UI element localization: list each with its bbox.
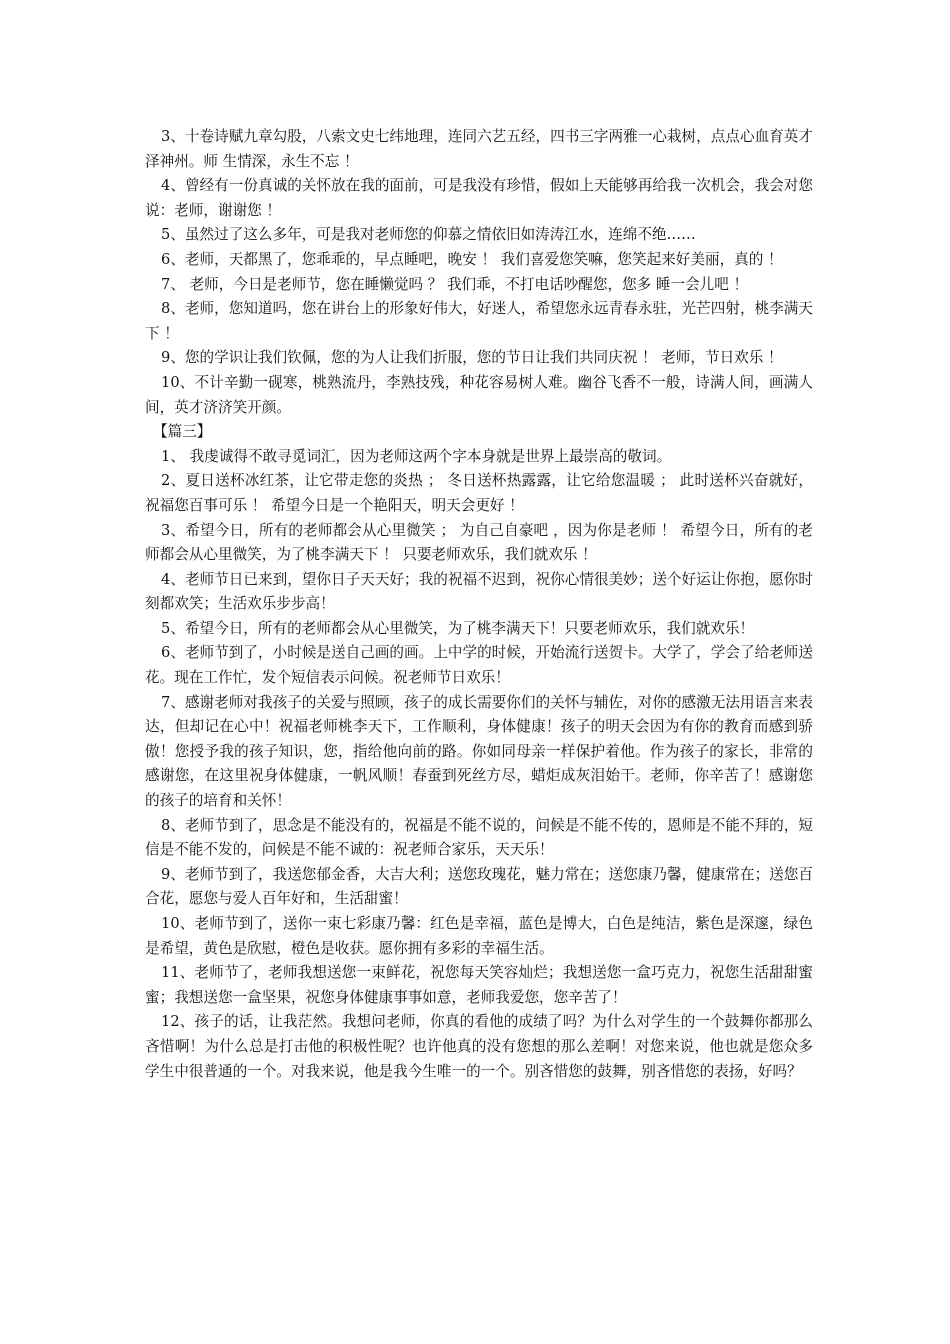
list-item: 8、老师，您知道吗，您在讲台上的形象好伟大，好迷人，希望您永远青春永驻，光芒四射，桃李满天下 ！ — [145, 300, 813, 342]
list-item: 9、您的学识让我们钦佩，您的为人让我们折服，您的节日让我们共同庆祝 ！ 老师，节日欢乐 ！ — [161, 349, 783, 367]
document-page — [145, 125, 813, 1084]
list-item: 3、希望今日，所有的老师都会从心里微笑 ； 为自己自豪吧 ，因为你是老师 ！ 希望今日，所有的老师都会从心里微笑，为了桃李满天下 ！ 只要老师欢乐，我们就欢乐 ！ — [145, 521, 813, 564]
section-heading: 【篇三】 — [153, 423, 212, 441]
list-item: 8、老师节到了，思念是不能没有的，祝福是不能不说的，问候是不能不传的，恩师是不能不拜的，短信是不能不发的，问候是不能不诚的：祝老师合家乐，天天乐！ — [145, 816, 813, 859]
list-item: 1、 我虔诚得不敢寻觅词汇，因为老师这两个字本身就是世界上最崇高的敬词。 — [161, 447, 672, 465]
part3-list — [145, 445, 813, 1084]
list-item: 7、 老师，今日是老师节，您在睡懒觉吗 ？ 我们乖，不打电话吵醒您，您多 睡一会儿吧 ！ — [161, 275, 749, 293]
list-item: 11、老师节了，老师我想送您一束鲜花，祝您每天笑容灿烂；我想送您一盒巧克力，祝您生活甜甜蜜蜜；我想送您一盒坚果，祝您身体健康事事如意，老师我爱您，您辛苦了！ — [145, 964, 813, 1006]
list-item: 6、老师，天都黑了，您乖乖的，早点睡吧，晚安 ！ 我们喜爱您笑嘛，您笑起来好美丽，真的 ！ — [161, 250, 783, 268]
list-item: 12、孩子的话，让我茫然。我想问老师，你真的看他的成绩了吗？为什么对学生的一个鼓舞你都那么吝惜啊！为什么总是打击他的积极性呢？也许他真的没有您想的那么差啊！对您来说，他也就是您众多学生中很普通的一个。对我来说，他是我今生唯一的一个。别吝惜您的鼓舞，别吝惜您的表扬，好吗？ — [145, 1013, 813, 1080]
list-item: 6、老师节到了，小时候是送自己画的画。上中学的时候，开始流行送贺卡。大学了，学会了给老师送花。现在工作忙，发个短信表示问候。祝老师节日欢乐！ — [145, 644, 813, 687]
list-item: 2、夏日送杯冰红茶，让它带走您的炎热 ； 冬日送杯热露露，让它给您温暖 ； 此时送杯兴奋就好，祝福您百事可乐 ！ 希望今日是一个艳阳天，明天会更好 ！ — [145, 472, 813, 514]
list-item: 5、希望今日，所有的老师都会从心里微笑，为了桃李满天下！只要老师欢乐，我们就欢乐！ — [161, 619, 755, 637]
part2-list — [145, 125, 813, 420]
list-item: 3、十卷诗赋九章勾股，八索文史七纬地理，连同六艺五经，四书三字两雅一心栽树，点点心血育英才泽神州。师 生情深，永生不忘 ！ — [145, 128, 813, 170]
list-item: 4、曾经有一份真诚的关怀放在我的面前，可是我没有珍惜，假如上天能够再给我一次机会，我会对您说：老师，谢谢您 ！ — [145, 177, 813, 219]
list-item: 4、老师节日已来到，望你日子天天好；我的祝福不迟到，祝你心情很美妙；送个好运让你抱，愿你时刻都欢笑；生活欢乐步步高！ — [145, 570, 813, 613]
list-item: 5、虽然过了这么多年，可是我对老师您的仰慕之情依旧如涛涛江水，连绵不绝…… — [161, 226, 696, 244]
list-item: 10、不计辛勤一砚寒，桃熟流丹，李熟技残，种花容易树人难。幽谷飞香不一般，诗满人间，画满人间，英才济济笑开颜。 — [145, 373, 813, 416]
list-item: 10、老师节到了，送你一束七彩康乃馨：红色是幸福，蓝色是博大，白色是纯洁，紫色是深邃，绿色是希望，黄色是欣慰，橙色是收获。愿你拥有多彩的幸福生活。 — [145, 915, 813, 957]
list-item: 7、感谢老师对我孩子的关爱与照顾，孩子的成长需要你们的关怀与辅佐，对你的感激无法用语言来表达，但却记在心中！祝福老师桃李天下，工作顺利，身体健康！孩子的明天会因为有你的教育而感到骄傲！您授予我的孩子知识，您，指给他向前的路。你如同母亲一样保护着他。作为孩子的家长，非常的感谢您，在这里祝身体健康，一帆风顺！春蚕到死丝方尽，蜡炬成灰泪始干。老师，你辛苦了！感谢您的孩子的培育和关怀！ — [145, 693, 813, 810]
list-item: 9、老师节到了，我送您郁金香，大吉大利；送您玫瑰花，魅力常在；送您康乃馨，健康常在；送您百合花，愿您与爱人百年好和，生活甜蜜！ — [145, 865, 813, 908]
